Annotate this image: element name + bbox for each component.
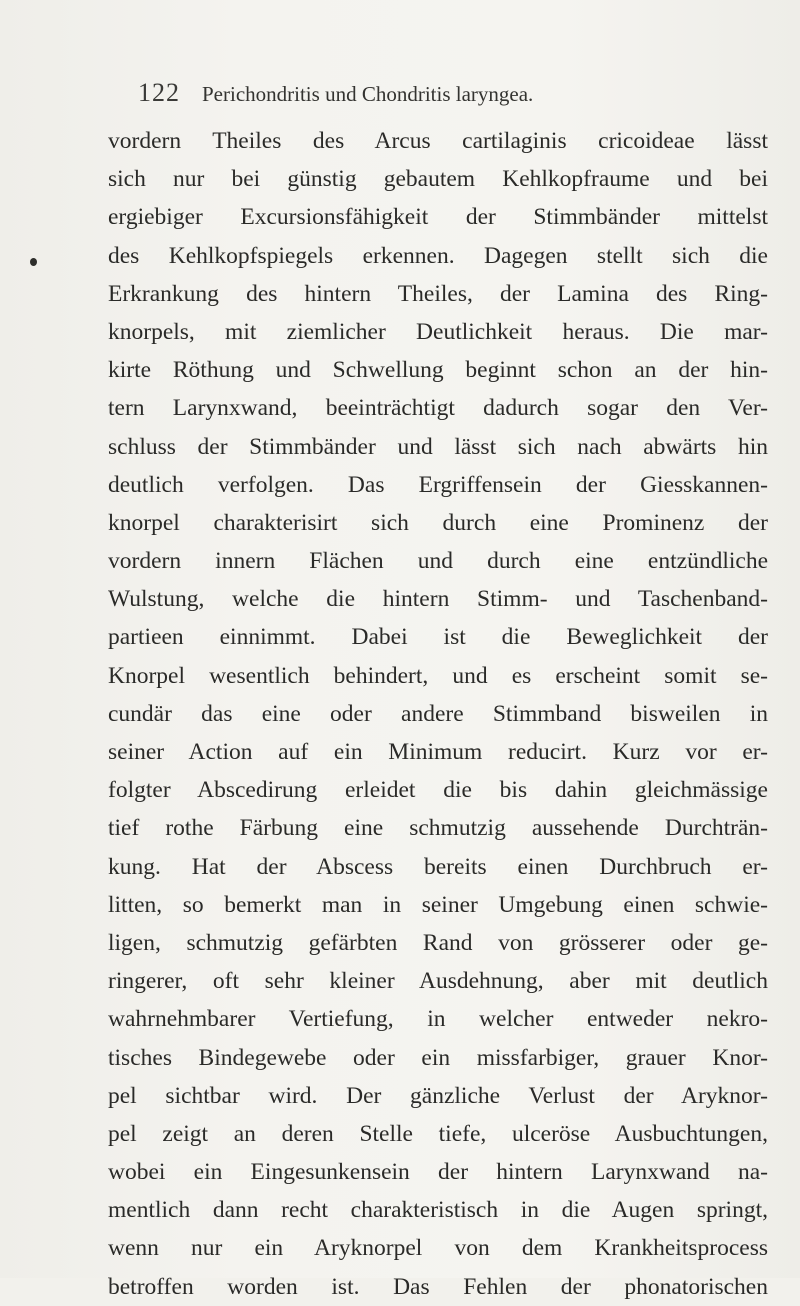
text-line: tief rothe Färbung eine schmutzig aussehende Durchträn- <box>108 815 768 842</box>
running-title: Perichondritis und Chondritis laryngea. <box>202 82 534 106</box>
text-line: kung. Hat der Abscess bereits einen Durchbruch er- <box>108 853 768 880</box>
text-line: knorpel charakterisirt sich durch eine Prominenz der <box>108 509 768 536</box>
text-line: ergiebiger Excursionsfähigkeit der Stimmbänder mittelst <box>108 204 768 231</box>
text-line: seiner Action auf ein Minimum reducirt. Kurz vor er- <box>108 739 768 765</box>
text-line: knorpels, mit ziemlicher Deutlichkeit heraus. Die mar- <box>108 318 768 345</box>
text-line: ringerer, oft sehr kleiner Ausdehnung, aber mit deutlich <box>108 968 768 995</box>
text-line: tern Larynxwand, beeinträchtigt dadurch sogar den Ver- <box>108 395 768 422</box>
text-line: schluss der Stimmbänder und lässt sich nach abwärts hin <box>108 433 768 460</box>
text-line: mentlich dann recht charakteristisch in die Augen springt, <box>108 1197 768 1224</box>
text-line: betroffen worden ist. Das Fehlen der phonatorischen <box>108 1273 768 1300</box>
text-line: tisches Bindegewebe oder ein missfarbiger, grauer Knor- <box>108 1044 768 1071</box>
text-line: ligen, schmutzig gefärbten Rand von grösserer oder ge- <box>108 929 768 956</box>
text-line: vordern innern Flächen und durch eine entzündliche <box>108 548 768 575</box>
text-line: Wulstung, welche die hintern Stimm- und Taschenband- <box>108 586 768 613</box>
text-line: partieen einnimmt. Dabei ist die Beweglichkeit der <box>108 624 768 651</box>
text-line: wobei ein Eingesunkensein der hintern Larynxwand na- <box>108 1159 768 1186</box>
text-line: vordern Theiles des Arcus cartilaginis cricoideae lässt <box>108 128 768 154</box>
text-line: wenn nur ein Aryknorpel von dem Krankheitsprocess <box>108 1235 768 1262</box>
text-line: kirte Röthung und Schwellung beginnt schon an der hin- <box>108 357 768 384</box>
page-header <box>138 78 533 110</box>
text-line: wahrnehmbarer Vertiefung, in welcher entweder nekro- <box>108 1006 768 1033</box>
text-line: Knorpel wesentlich behindert, und es erscheint somit se- <box>108 662 768 689</box>
text-line: deutlich verfolgen. Das Ergriffensein der Giesskannen- <box>108 471 768 498</box>
text-line: des Kehlkopfspiegels erkennen. Dagegen stellt sich die <box>108 242 768 269</box>
text-line: cundär das eine oder andere Stimmband bisweilen in <box>108 700 768 727</box>
body-text <box>108 122 768 1306</box>
text-line: folgter Abscedirung erleidet die bis dahin gleichmässige <box>108 777 768 804</box>
text-line: pel sichtbar wird. Der gänzliche Verlust der Aryknor- <box>108 1082 768 1109</box>
text-line: litten, so bemerkt man in seiner Umgebung einen schwie- <box>108 891 768 918</box>
text-line: sich nur bei günstig gebautem Kehlkopfraume und bei <box>108 166 768 193</box>
margin-ink-spot <box>30 258 37 266</box>
text-line: Erkrankung des hintern Theiles, der Lamina des Ring- <box>108 280 768 307</box>
page-number: 122 <box>138 78 180 107</box>
text-line: pel zeigt an deren Stelle tiefe, ulceröse Ausbuchtungen, <box>108 1120 768 1147</box>
